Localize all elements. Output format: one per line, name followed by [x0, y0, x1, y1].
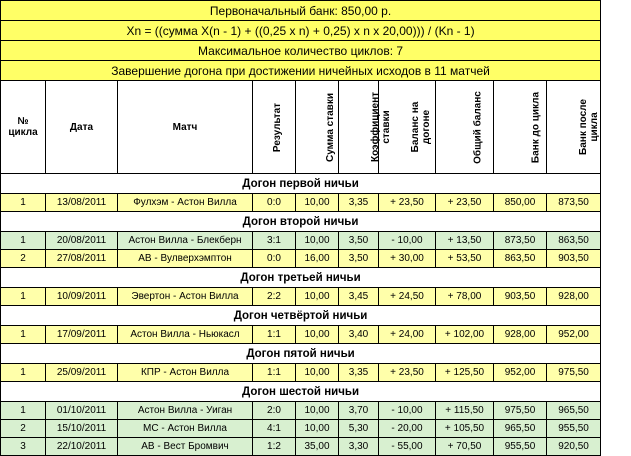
- cycle-number-cell: 1: [1, 288, 46, 306]
- date-cell: 15/10/2011: [46, 420, 118, 438]
- match-cell: Астон Вилла - Ньюкасл: [118, 326, 253, 344]
- stake-cell: 10,00: [296, 194, 339, 212]
- total-balance-cell: + 125,50: [436, 364, 494, 382]
- cycle-number-cell: 2: [1, 250, 46, 268]
- match-cell: Эвертон - Астон Вилла: [118, 288, 253, 306]
- cycle-number-cell: 1: [1, 364, 46, 382]
- match-cell: АВ - Вест Бромвич: [118, 438, 253, 456]
- bank-after-cell: 903,50: [547, 250, 601, 268]
- section-title: Догон пятой ничьи: [1, 344, 601, 364]
- section-header: [1, 212, 601, 232]
- cycle-number-cell: 1: [1, 326, 46, 344]
- coef-cell: 3,35: [339, 194, 379, 212]
- coef-cell: 3,70: [339, 402, 379, 420]
- col-date: Дата: [46, 81, 118, 174]
- date-cell: 01/10/2011: [46, 402, 118, 420]
- coef-cell: 3,50: [339, 232, 379, 250]
- match-cell: КПР - Астон Вилла: [118, 364, 253, 382]
- max-cycles: Максимальное количество циклов: 7: [1, 41, 601, 61]
- col-cycle: № цикла: [1, 81, 46, 174]
- coef-cell: 3,45: [339, 288, 379, 306]
- col-total-balance: Общий баланс: [436, 81, 494, 174]
- result-cell: 1:1: [253, 326, 296, 344]
- section-header: [1, 306, 601, 326]
- bank-after-cell: 952,00: [547, 326, 601, 344]
- coef-cell: 5,30: [339, 420, 379, 438]
- cycle-number-cell: 1: [1, 402, 46, 420]
- bank-before-cell: 903,50: [494, 288, 547, 306]
- table-row: [1, 326, 601, 344]
- balance-chase-cell: - 20,00: [379, 420, 436, 438]
- stake-cell: 10,00: [296, 420, 339, 438]
- table-row: [1, 420, 601, 438]
- total-balance-cell: + 70,50: [436, 438, 494, 456]
- col-result: Результат: [253, 81, 296, 174]
- date-cell: 13/08/2011: [46, 194, 118, 212]
- result-cell: 2:2: [253, 288, 296, 306]
- stake-cell: 10,00: [296, 326, 339, 344]
- bank-before-cell: 965,50: [494, 420, 547, 438]
- cycle-number-cell: 1: [1, 232, 46, 250]
- table-row: [1, 402, 601, 420]
- stake-cell: 10,00: [296, 364, 339, 382]
- balance-chase-cell: + 24,00: [379, 326, 436, 344]
- result-cell: 0:0: [253, 250, 296, 268]
- bank-before-cell: 975,50: [494, 402, 547, 420]
- bank-before-cell: 952,00: [494, 364, 547, 382]
- section-header: [1, 344, 601, 364]
- date-cell: 20/08/2011: [46, 232, 118, 250]
- section-title: Догон четвёртой ничьи: [1, 306, 601, 326]
- bank-before-cell: 850,00: [494, 194, 547, 212]
- table-row: [1, 250, 601, 268]
- result-cell: 4:1: [253, 420, 296, 438]
- table-row: [1, 194, 601, 212]
- result-cell: 0:0: [253, 194, 296, 212]
- section-header: [1, 382, 601, 402]
- total-balance-cell: + 78,00: [436, 288, 494, 306]
- section-title: Догон шестой ничьи: [1, 382, 601, 402]
- bank-before-cell: 955,50: [494, 438, 547, 456]
- formula: Xn = ((сумма X(n - 1) + ((0,25 x n) + 0,25) x n x 20,00))) / (Kn - 1): [1, 21, 601, 41]
- coef-cell: 3,40: [339, 326, 379, 344]
- match-cell: Астон Вилла - Блекберн: [118, 232, 253, 250]
- bank-after-cell: 928,00: [547, 288, 601, 306]
- result-cell: 1:1: [253, 364, 296, 382]
- total-balance-cell: + 105,50: [436, 420, 494, 438]
- table-row: [1, 364, 601, 382]
- section-title: Догон второй ничьи: [1, 212, 601, 232]
- cycle-number-cell: 1: [1, 194, 46, 212]
- col-bank-before: Банк до цикла: [494, 81, 547, 174]
- col-stake: Сумма ставки: [296, 81, 339, 174]
- col-coef: Коэффициент ставки: [339, 81, 379, 174]
- total-balance-cell: + 102,00: [436, 326, 494, 344]
- bank-before-cell: 873,50: [494, 232, 547, 250]
- balance-chase-cell: - 55,00: [379, 438, 436, 456]
- date-cell: 27/08/2011: [46, 250, 118, 268]
- coef-cell: 3,50: [339, 250, 379, 268]
- col-bank-after: Банк после цикла: [547, 81, 601, 174]
- total-balance-cell: + 115,50: [436, 402, 494, 420]
- bank-after-cell: 975,50: [547, 364, 601, 382]
- table-row: [1, 232, 601, 250]
- match-cell: Фулхэм - Астон Вилла: [118, 194, 253, 212]
- chase-end-rule: Завершение догона при достижении ничейных исходов в 11 матчей: [1, 61, 601, 81]
- cycle-number-cell: 3: [1, 438, 46, 456]
- stake-cell: 35,00: [296, 438, 339, 456]
- balance-chase-cell: + 30,00: [379, 250, 436, 268]
- section-header: [1, 268, 601, 288]
- section-title: Догон первой ничьи: [1, 174, 601, 194]
- initial-bank: Первоначальный банк: 850,00 р.: [1, 1, 601, 21]
- bank-after-cell: 955,50: [547, 420, 601, 438]
- stake-cell: 16,00: [296, 250, 339, 268]
- col-balance-chase: Баланс на догоне: [379, 81, 436, 174]
- date-cell: 17/09/2011: [46, 326, 118, 344]
- match-cell: АВ - Вулверхэмптон: [118, 250, 253, 268]
- table-row: [1, 288, 601, 306]
- balance-chase-cell: + 23,50: [379, 194, 436, 212]
- table-row: [1, 438, 601, 456]
- bank-after-cell: 965,50: [547, 402, 601, 420]
- col-match: Матч: [118, 81, 253, 174]
- balance-chase-cell: - 10,00: [379, 402, 436, 420]
- result-cell: 3:1: [253, 232, 296, 250]
- balance-chase-cell: + 24,50: [379, 288, 436, 306]
- coef-cell: 3,30: [339, 438, 379, 456]
- stake-cell: 10,00: [296, 288, 339, 306]
- stake-cell: 10,00: [296, 232, 339, 250]
- bank-after-cell: 920,50: [547, 438, 601, 456]
- date-cell: 25/09/2011: [46, 364, 118, 382]
- result-cell: 1:2: [253, 438, 296, 456]
- total-balance-cell: + 23,50: [436, 194, 494, 212]
- balance-chase-cell: - 10,00: [379, 232, 436, 250]
- balance-chase-cell: + 23,50: [379, 364, 436, 382]
- match-cell: Астон Вилла - Уиган: [118, 402, 253, 420]
- total-balance-cell: + 53,50: [436, 250, 494, 268]
- bank-after-cell: 873,50: [547, 194, 601, 212]
- bank-before-cell: 928,00: [494, 326, 547, 344]
- date-cell: 22/10/2011: [46, 438, 118, 456]
- bank-before-cell: 863,50: [494, 250, 547, 268]
- cycle-number-cell: 2: [1, 420, 46, 438]
- section-title: Догон третьей ничьи: [1, 268, 601, 288]
- result-cell: 2:0: [253, 402, 296, 420]
- section-header: [1, 174, 601, 194]
- match-cell: МС - Астон Вилла: [118, 420, 253, 438]
- total-balance-cell: + 13,50: [436, 232, 494, 250]
- stake-cell: 10,00: [296, 402, 339, 420]
- date-cell: 10/09/2011: [46, 288, 118, 306]
- coef-cell: 3,35: [339, 364, 379, 382]
- bank-after-cell: 863,50: [547, 232, 601, 250]
